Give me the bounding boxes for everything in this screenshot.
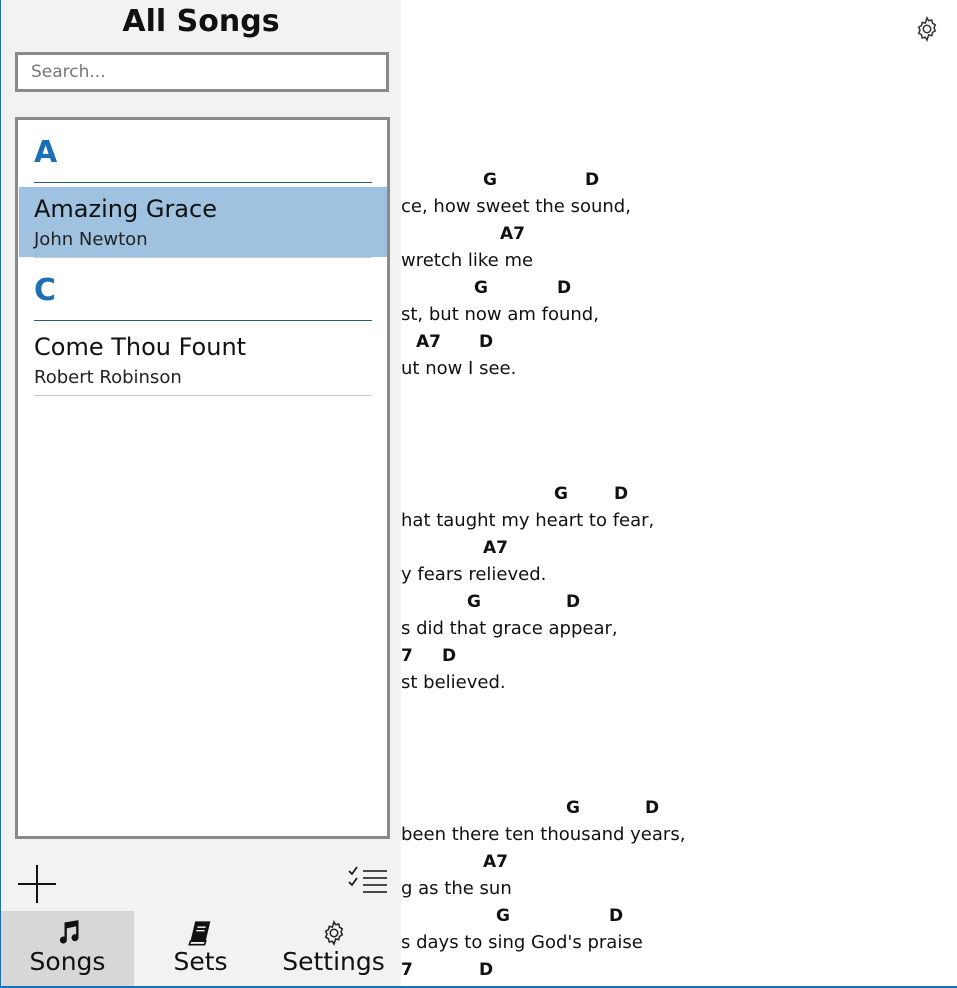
lyric-line: y fears relieved.: [401, 564, 547, 585]
chord: G: [566, 798, 580, 818]
group-letter: C: [34, 273, 57, 308]
chord: G: [554, 484, 568, 504]
plus-icon: [15, 862, 59, 906]
chord: D: [557, 278, 572, 298]
chord: 7: [401, 960, 413, 980]
chord: G: [496, 906, 510, 926]
chord: D: [442, 646, 457, 666]
lyric-line: st, but now am found,: [401, 304, 599, 325]
group-letter: A: [34, 135, 58, 170]
nav-songs[interactable]: [1, 911, 134, 986]
list-item[interactable]: [19, 187, 387, 257]
lyric-line: ut now I see.: [401, 358, 517, 379]
chord: G: [467, 592, 481, 612]
chord: A7: [483, 852, 508, 872]
bottom-nav: [1, 911, 401, 986]
chord: D: [479, 332, 494, 352]
song-title: Amazing Grace: [34, 195, 217, 223]
lyric-line: hat taught my heart to fear,: [401, 510, 655, 531]
lyric-line: wretch like me: [401, 250, 534, 271]
music-note-icon: [54, 919, 82, 947]
chord: 7: [401, 646, 413, 666]
chord: A7: [416, 332, 441, 352]
chord: A7: [500, 224, 525, 244]
book-icon: [187, 919, 215, 947]
add-song-button[interactable]: [15, 862, 59, 906]
checklist-icon: [346, 865, 390, 899]
chord: D: [566, 592, 581, 612]
gear-icon: [320, 919, 348, 947]
lyric-line: g as the sun: [401, 878, 512, 899]
search-input[interactable]: [15, 52, 389, 92]
chord: G: [474, 278, 488, 298]
lyric-line: st believed.: [401, 672, 506, 693]
chord: D: [645, 798, 660, 818]
nav-label: Songs: [29, 947, 106, 976]
lyric-line: s days to sing God's praise: [401, 932, 643, 953]
multi-select-button[interactable]: [346, 865, 390, 899]
lyric-line: ce, how sweet the sound,: [401, 196, 631, 217]
chord: D: [609, 906, 624, 926]
chord: D: [585, 170, 600, 190]
song-list[interactable]: [15, 117, 390, 839]
chord: D: [614, 484, 629, 504]
song-author: Robert Robinson: [34, 367, 182, 388]
list-item[interactable]: [19, 325, 387, 395]
lyric-line: s did that grace appear,: [401, 618, 618, 639]
nav-label: Settings: [282, 947, 385, 976]
settings-icon-button[interactable]: [913, 15, 941, 43]
gear-icon: [913, 15, 941, 43]
lyric-line: been there ten thousand years,: [401, 824, 686, 845]
song-entry: [34, 187, 372, 258]
nav-label: Sets: [173, 947, 228, 976]
songs-pane: [1, 0, 401, 986]
nav-settings[interactable]: [267, 911, 400, 986]
group-header-a: [34, 120, 372, 183]
song-title: Come Thou Fount: [34, 333, 247, 361]
nav-sets[interactable]: [134, 911, 267, 986]
chord: D: [479, 960, 494, 980]
song-author: John Newton: [34, 229, 148, 250]
group-header-c: [34, 258, 372, 321]
page-title: All Songs: [122, 4, 280, 39]
song-entry: [34, 325, 372, 396]
chord: A7: [483, 538, 508, 558]
chord: G: [483, 170, 497, 190]
